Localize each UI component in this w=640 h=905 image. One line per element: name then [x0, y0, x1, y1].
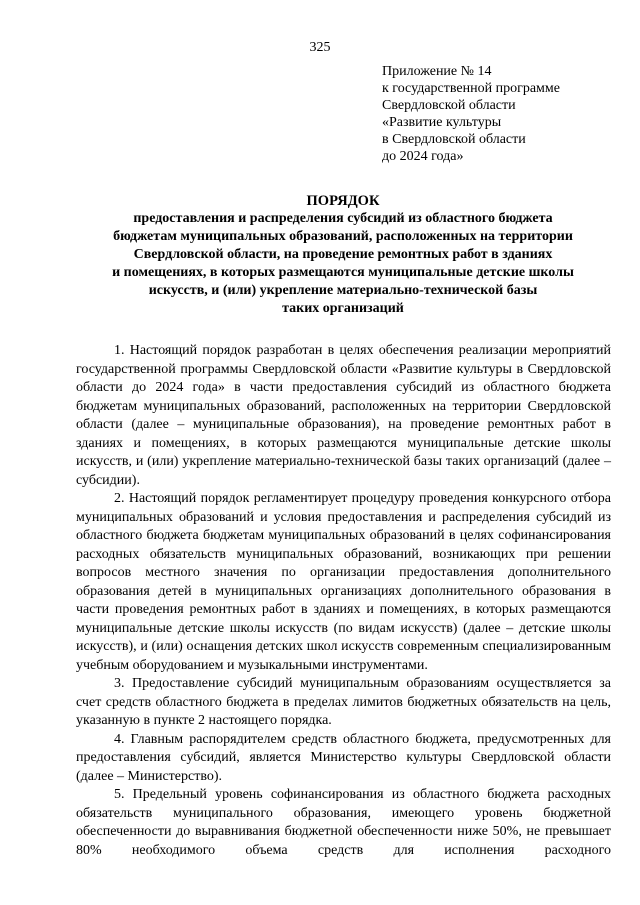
title-heading: ПОРЯДОК: [306, 193, 380, 209]
appendix-line: к государственной программе: [382, 81, 560, 96]
paragraph-3: 3. Предоставление субсидий муниципальным образованиям осуществляется за счет средств областного бюджета в пределах лимитов бюджетных обязательств на цель, указанную в пункте 2 настоящего порядка.: [76, 676, 611, 728]
document-title: [60, 192, 626, 318]
paragraph-1: 1. Настоящий порядок разработан в целях обеспечения реализации мероприятий государственной программы Свердловской области «Развитие культуры в Свердловской области до 2024 года» в части предоставления субсидий из областного бюджета бюджетам муниципальных образований, расположенных на территории Свердловской области (далее – муниципальные образования), на проведение ремонтных работ в зданиях и помещениях, в которых размещаются муниципальные детские школы искусств, и (или) укрепление материально-технической базы таких организаций (далее – субсидии).: [76, 343, 611, 488]
document-body: [76, 342, 611, 860]
appendix-note: [382, 63, 632, 165]
paragraph-4: 4. Главным распорядителем средств областного бюджета, предусмотренных для предоставления субсидий, является Министерство культуры Свердловской области (далее – Министерство).: [76, 731, 611, 784]
appendix-line: до 2024 года»: [382, 149, 464, 164]
appendix-line: Приложение № 14: [382, 64, 492, 79]
appendix-line: Свердловской области: [382, 98, 516, 113]
title-line: бюджетам муниципальных образований, расположенных на территории: [113, 229, 573, 244]
paragraph-5: 5. Предельный уровень софинансирования из областного бюджета расходных обязательств муниципального образования, имеющего уровень бюджетной обеспеченности до выравнивания бюджетной обеспеченности ниже 50%, не превышает 80% необходимого объема средств для исполнения расходного: [76, 787, 611, 858]
appendix-line: в Свердловской области: [382, 132, 526, 147]
title-line: предоставления и распределения субсидий из областного бюджета: [133, 211, 553, 226]
page-number: 325: [309, 40, 331, 55]
title-line: таких организаций: [282, 301, 404, 316]
title-line: и помещениях, в которых размещаются муниципальные детские школы: [112, 265, 574, 280]
title-line: Свердловской области, на проведение ремонтных работ в зданиях: [133, 247, 553, 262]
appendix-line: «Развитие культуры: [382, 115, 502, 130]
title-line: искусств, и (или) укрепление материально-технической базы: [148, 283, 538, 298]
paragraph-2: 2. Настоящий порядок регламентирует процедуру проведения конкурсного отбора муниципальных образований и условия предоставления и распределения субсидий из областного бюджета бюджетам муниципальных образований в целях софинансирования расходных обязательств муниципальных образований, возникающих при решении вопросов местного значения по организации предоставления дополнительного образования детей в муниципальных организациях дополнительного образования в части проведения ремонтных работ в зданиях и помещениях, в которых размещаются муниципальные детские школы искусств (по видам искусств) (далее – детские школы искусств), и (или) оснащения детских школ искусств современным специализированным учебным оборудованием и музыкальными инструментами.: [76, 491, 611, 673]
